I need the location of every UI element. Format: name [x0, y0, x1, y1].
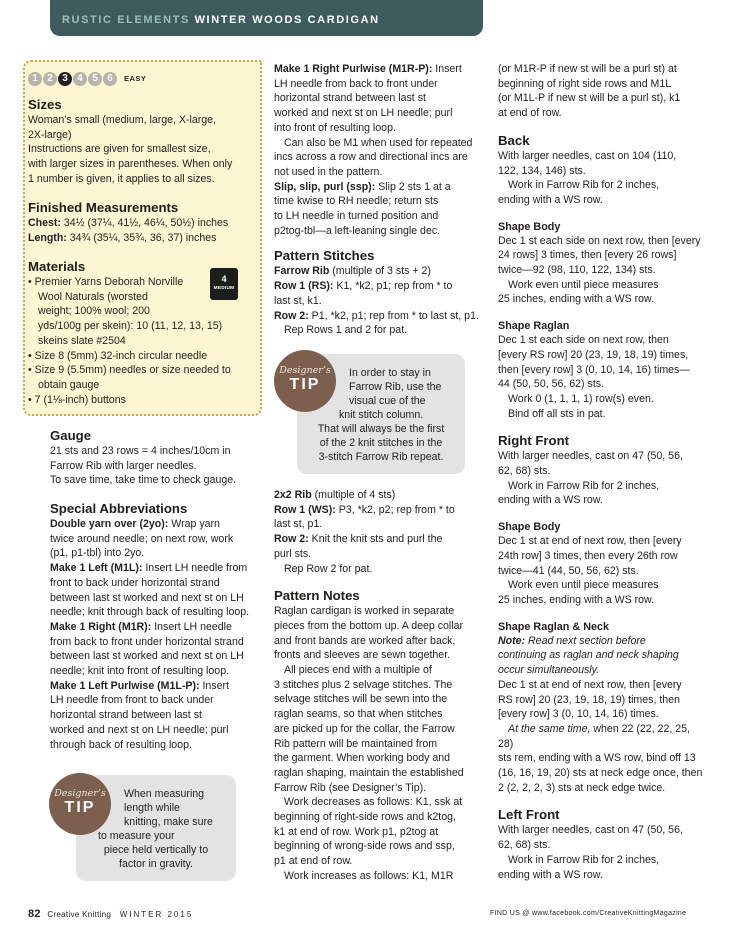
shape-raglan-neck-heading: Shape Raglan & Neck — [498, 620, 610, 633]
designer-tip-badge: Designer’s TIP — [49, 773, 111, 835]
pattern-notes-heading: Pattern Notes — [274, 588, 360, 604]
skill-level-1: 1 — [28, 72, 42, 86]
magazine-name: Creative Knitting — [47, 910, 112, 919]
skill-level-5: 5 — [88, 72, 102, 86]
back-heading: Back — [498, 132, 530, 148]
gauge-heading: Gauge — [50, 428, 92, 443]
back-text: With larger needles, cast on 104 (110, 122, 134, 146) sts. Work in Farrow Rib for 2 inches, ending with a WS row. — [498, 149, 677, 206]
rib-repeat: Rep Row 2 for pat. — [284, 562, 373, 575]
rib-row-1: Row 1 (WS): P3, *k2, p2; rep from * to last st, p1. — [274, 503, 455, 531]
raglan-neck-note: Note: Read next section before continuing as raglan and neck shaping occur simultaneously. — [498, 634, 679, 677]
shape-body-heading: Shape Body — [498, 220, 561, 233]
designer-tip-badge: Designer’s TIP — [274, 350, 336, 412]
skill-label: EASY — [124, 74, 147, 83]
material-buttons: • 7 (1⅛-inch) buttons — [28, 393, 126, 406]
designer-tip-farrow: In order to stay in Farrow Rib, use the visual cue of the knit stitch column. That will always be the first of the 2 knit stitches in the 3-stitch Farrow Rib repeat. — [297, 354, 465, 474]
gauge-section — [50, 428, 265, 488]
designer-tip-measuring: When measuring length while knitting, make sure to measure your piece held vertically to factor in gravity. — [76, 775, 236, 881]
pattern-notes-2: All pieces end with a multiple of 3 stitches plus 2 selvage stitches. The selvage stitches will be sewn into the raglan seams, so that when stitches are picked up for the collar, the Farrow Rib pattern will be maintained from the garment. When working body and raglan shaping, maintain the established Farrow Rib (see Designer’s Tip). — [274, 664, 464, 794]
m1-note: Can also be M1 when used for repeated incs across a row and directional incs are not used in the pattern. — [274, 136, 473, 178]
pattern-title: WINTER WOODS CARDIGAN — [194, 14, 380, 26]
yarn-weight-icon: 4 MEDIUM — [210, 268, 238, 300]
farrow-row-2: Row 2: P1, *k2, p1; rep from * to last st, p1. — [274, 309, 479, 322]
column-2 — [274, 62, 486, 338]
material-circular-needle: • Size 8 (5mm) 32-inch circular needle — [28, 349, 208, 362]
shape-body-text-2: Dec 1 st at end of next row, then [every 24th row] 3 times, then every 26th row twice—41 (44, 50, 56, 62) sts. Work even until piece measures 25 inches, ending with a WS row. — [498, 535, 682, 606]
abbrev-m1r: Make 1 Right (M1R): Insert LH needle from back to front under horizontal strand between last st worked and next st on LH needle; knit into front of resulting loop. — [50, 620, 244, 678]
footer-social: FIND US @ www.facebook.com/CreativeKnittingMagazine — [490, 910, 687, 917]
abbrev-m1l: Make 1 Left (M1L): Insert LH needle from front to back under horizontal strand between last st worked and next st on LH needle; knit through back of resulting loop. — [50, 562, 250, 619]
pattern-notes-1: Raglan cardigan is worked in separate pieces from the bottom up. A deep collar and front bands are worked after back, fronts and sleeves are sewn together. — [274, 605, 464, 662]
measurements-section — [28, 200, 260, 245]
raglan-neck-text: Dec 1 st at end of next row, then [every RS row] 20 (23, 19, 18, 19) times, then [every row] 3 (0, 10, 14, 16) times. At the same time, when 22 (22, 22, 25, 28) sts rem, ending with a WS row, bind off 13 (16, 16, 19, 20) sts at neck edge once, then 2 (2, 2, 2, 3) sts at neck edge twice. — [498, 678, 703, 794]
farrow-repeat: Rep Rows 1 and 2 for pat. — [284, 324, 408, 337]
abbrev-m1rp: Make 1 Right Purlwise (M1R-P): Insert LH needle from back to front under horizontal strand between last st worked and next st on LH needle; purl into front of resulting loop. — [274, 63, 462, 134]
measurements-heading: Finished Measurements — [28, 200, 179, 215]
right-front-text: With larger needles, cast on 47 (50, 56, 62, 68) sts. Work in Farrow Rib for 2 inches, ending with a WS row. — [498, 450, 683, 507]
abbrev-ssp: Slip, slip, purl (ssp): Slip 2 sts 1 at a time kwise to RH needle; return sts to LH needle in turned position and p2tog-tbl—a left-leaning single dec. — [274, 180, 451, 237]
column-3 — [498, 62, 708, 882]
pattern-stitches-heading: Pattern Stitches — [274, 248, 375, 264]
skill-level-4: 4 — [73, 72, 87, 86]
header-banner — [50, 0, 483, 36]
skill-level — [28, 72, 146, 87]
sizes-text: Woman’s small (medium, large, X-large, 2X-large) Instructions are given for smallest size, with larger sizes in parentheses. When only 1 number is given, it applies to all sizes. — [28, 114, 233, 185]
issue: WINTER 2015 — [119, 910, 194, 919]
footer-left — [28, 907, 193, 923]
right-front-heading: Right Front — [498, 433, 570, 449]
header-text — [62, 13, 380, 28]
sizes-heading: Sizes — [28, 97, 62, 112]
shape-body-heading-2: Shape Body — [498, 521, 561, 534]
rib-2x2-title: 2x2 Rib (multiple of 4 sts) — [274, 489, 396, 501]
column-2-lower — [274, 488, 486, 884]
abbrev-2yo: Double yarn over (2yo): Wrap yarn twice around needle; on next row, work (p1, p1-tbl) into 2yo. — [50, 518, 234, 560]
chest-measure: Chest: 34½ (37¼, 41½, 46¼, 50½) inches — [28, 217, 229, 229]
sizes-section — [28, 97, 260, 187]
abbreviations-heading: Special Abbreviations — [50, 501, 188, 516]
left-front-heading: Left Front — [498, 807, 560, 823]
page-number: 82 — [28, 908, 41, 920]
series-name: RUSTIC ELEMENTS — [62, 14, 190, 26]
farrow-rib-title: Farrow Rib (multiple of 3 sts + 2) — [274, 265, 431, 278]
skill-level-6: 6 — [103, 72, 117, 86]
skill-level-3-active: 3 — [58, 72, 72, 86]
materials-heading: Materials — [28, 259, 86, 274]
skill-level-2: 2 — [43, 72, 57, 86]
material-yarn: • Premier Yarns Deborah Norville Wool Naturals (worsted weight; 100% wool; 200 yds/100g per skein): 10 (11, 12, 13, 15) skeins slate #2504 — [28, 276, 223, 347]
pattern-notes-4: Work increases as follows: K1, M1R — [284, 869, 454, 882]
shape-body-text: Dec 1 st each side on next row, then [every 24 rows] 3 times, then [every 26 rows] twice—92 (98, 110, 122, 134) sts. Work even until piece measures 25 inches, ending with a WS row. — [498, 234, 701, 306]
abbrev-m1lp: Make 1 Left Purlwise (M1L-P): Insert LH needle from front to back under horizontal strand between last st worked and next st on LH needle; purl through back of resulting loop. — [50, 679, 229, 751]
material-needles: • Size 9 (5.5mm) needles or size needed to obtain gauge — [28, 364, 231, 391]
shape-raglan-text: Dec 1 st each side on next row, then [every RS row] 20 (23, 19, 18, 19) times, then [every row] 3 (0, 10, 14, 16) times— 44 (50, 50, 56, 62) sts. Work 0 (1, 1, 1, 1) row(s) even. Bind off all sts in pat. — [498, 334, 690, 420]
abbreviations-section — [50, 501, 265, 752]
shape-raglan-heading: Shape Raglan — [498, 320, 570, 333]
pattern-notes-3: Work decreases as follows: K1, ssk at beginning of right-side rows and k2tog, k1 at end of row. Work p1, p2tog at beginning of wrong-side rows and ssp, p1 at end of row. — [274, 796, 463, 868]
rib-row-2: Row 2: Knit the knit sts and purl the purl sts. — [274, 533, 443, 560]
left-front-text: With larger needles, cast on 47 (50, 56, 62, 68) sts. Work in Farrow Rib for 2 inches, ending with a WS row. — [498, 824, 683, 881]
farrow-row-1: Row 1 (RS): K1, *k2, p1; rep from * to last st, k1. — [274, 280, 453, 307]
length-measure: Length: 34¾ (35¼, 35¾, 36, 37) inches — [28, 231, 217, 244]
gauge-text: 21 sts and 23 rows = 4 inches/10cm in Farrow Rib with larger needles. To save time, take time to check gauge. — [50, 445, 237, 487]
increase-note-cont: (or M1R-P if new st will be a purl st) at beginning of right side rows and M1L (or M1L-P if new st will be a purl st), k1 at end of row. — [498, 63, 681, 120]
